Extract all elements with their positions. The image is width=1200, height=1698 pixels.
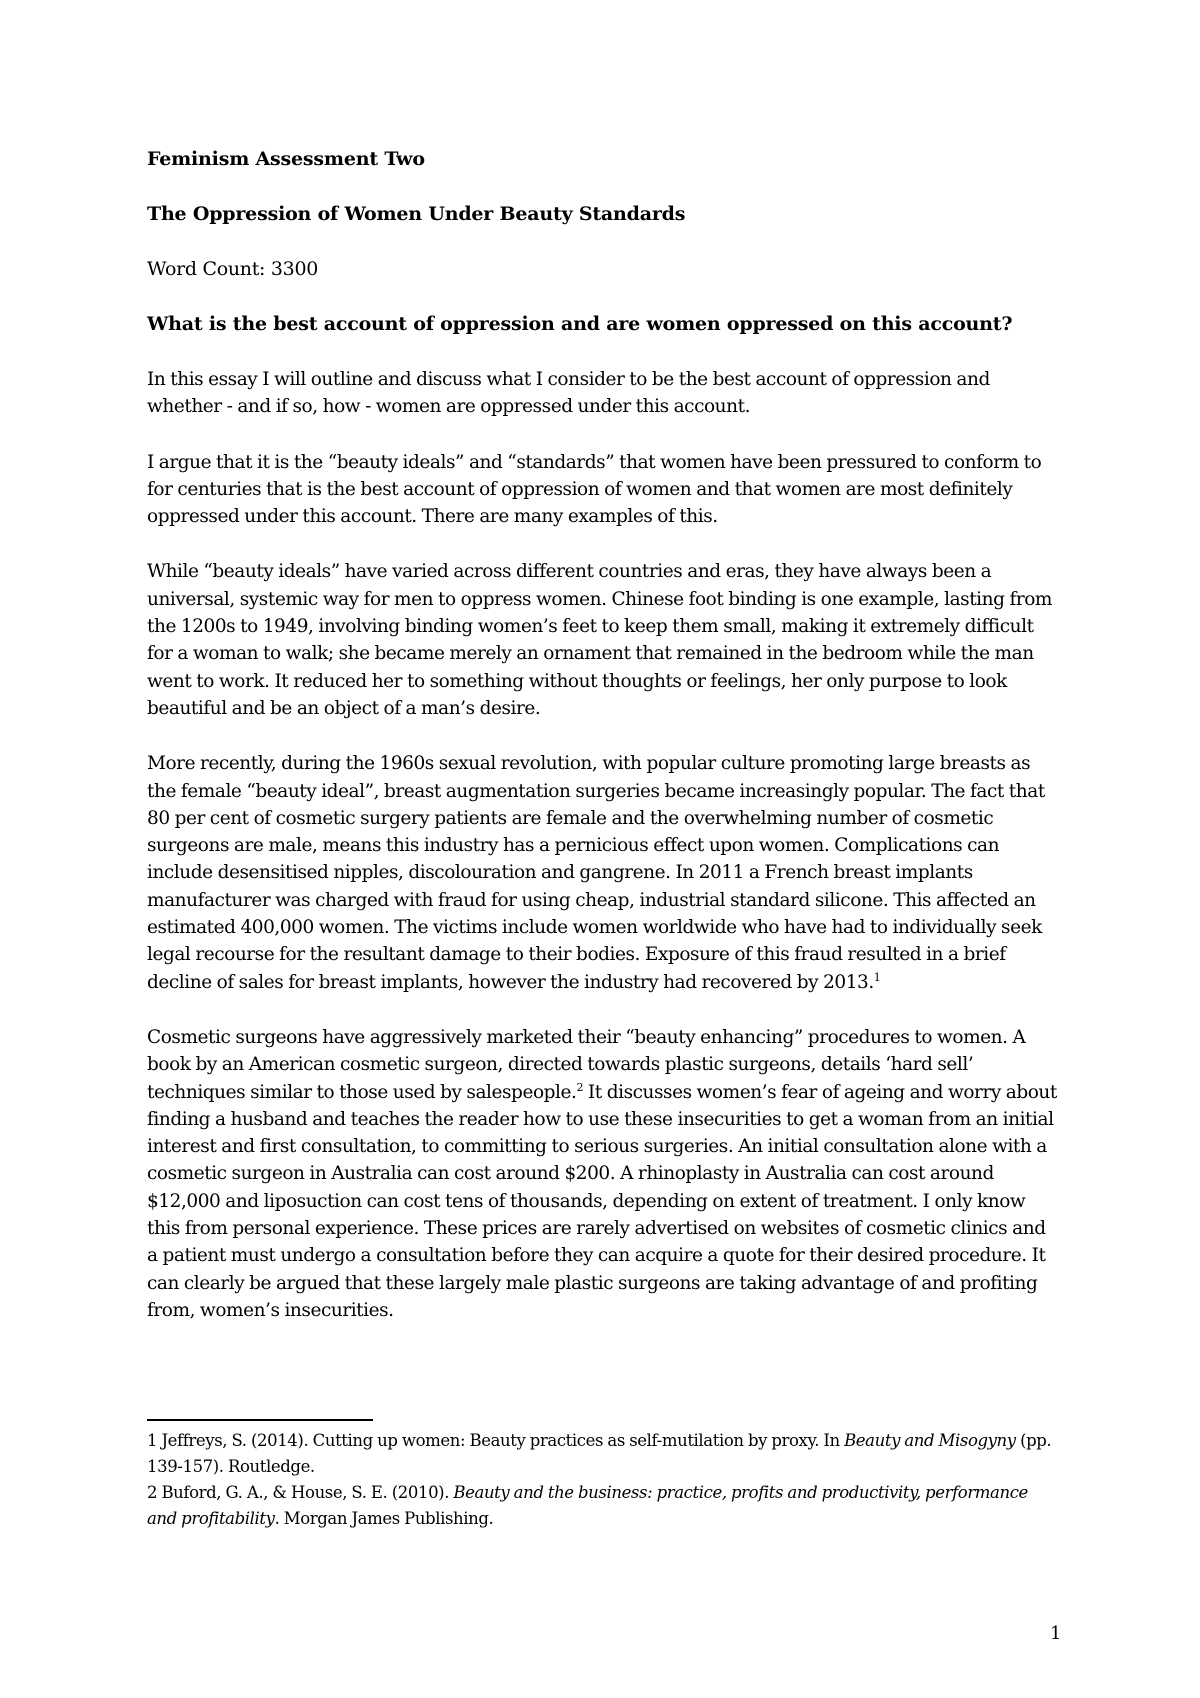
document-body	[147, 146, 1057, 1352]
footnote-ref-1[interactable]: 1	[873, 970, 881, 984]
paragraph-breast-augmentation	[147, 750, 1057, 996]
paragraph-cosmetic-marketing-text-b: It discusses women’s fear of ageing and worry about finding a husband and teaches the reader how to use these insecurities to get a woman from an initial interest and first consultation, to committing to serious surgeries. An initial consultation alone with a cosmetic surgeon in Australia can cost around $200. A rhinoplasty in Australia can cost around $12,000 and liposuction can cost tens of thousands, depending on extent of treatment. I only know this from personal experience. These prices are rarely advertised on websites of cosmetic clinics and a patient must undergo a consultation before they can acquire a quote for their desired procedure. It can clearly be argued that these largely male plastic surgeons are taking advantage of and profiting from, women’s insecurities.	[147, 1081, 1057, 1321]
footnote-1	[147, 1428, 1057, 1480]
paragraph-intro: In this essay I will outline and discuss what I consider to be the best account of oppression and whether - and if so, how - women are oppressed under this account.	[147, 369, 990, 418]
footnote-2-italic: Beauty and the business: practice, profits and productivity, performance and profitability	[147, 1483, 1028, 1528]
footnote-1-suffix: (pp. 139-157). Routledge.	[147, 1431, 1052, 1476]
paragraph-foot-binding: While “beauty ideals” have varied across different countries and eras, they have always been a universal, systemic way for men to oppress women. Chinese foot binding is one example, lasting from the 1200s to 1949, involving binding women’s feet to keep them small, making it extremely difficult for a woman to walk; she became merely an ornament that remained in the bedroom while the man went to work. It reduced her to something without thoughts or feelings, her only purpose to look beautiful and be an object of a man’s desire.	[147, 561, 1053, 719]
footnote-1-prefix: 1 Jeffreys, S. (2014). Cutting up women: Beauty practices as self-mutilation by proxy. In	[147, 1431, 845, 1450]
footnote-divider	[147, 1419, 373, 1421]
document-subtitle: The Oppression of Women Under Beauty Standards	[147, 203, 686, 225]
footnote-ref-2[interactable]: 2	[576, 1080, 583, 1094]
footnotes	[147, 1428, 1057, 1532]
word-count: Word Count: 3300	[147, 258, 319, 280]
footnote-2-prefix: 2 Buford, G. A., & House, S. E. (2010).	[147, 1483, 454, 1502]
paragraph-cosmetic-marketing-text-a: Cosmetic surgeons have aggressively marketed their “beauty enhancing” procedures to women. A book by an American cosmetic surgeon, directed towards plastic surgeons, details ‘hard sell’ techniques similar to those used by salespeople.	[147, 1026, 1026, 1103]
footnote-2	[147, 1480, 1057, 1532]
essay-question: What is the best account of oppression and are women oppressed on this account?	[147, 313, 1013, 335]
footnote-1-italic: Beauty and Misogyny	[844, 1431, 1016, 1450]
paragraph-cosmetic-marketing	[147, 1024, 1057, 1324]
paragraph-argument: I argue that it is the “beauty ideals” and “standards” that women have been pressured to conform to for centuries that is the best account of oppression of women and that women are most definitely oppressed under this account. There are many examples of this.	[147, 451, 1042, 528]
footnote-2-suffix: . Morgan James Publishing.	[274, 1509, 494, 1528]
paragraph-breast-augmentation-text: More recently, during the 1960s sexual revolution, with popular culture promoting large breasts as the female “beauty ideal”, breast augmentation surgeries became increasingly popular. The fact that 80 per cent of cosmetic surgery patients are female and the overwhelming number of cosmetic surgeons are male, means this industry has a pernicious effect upon women. Complications can include desensitised nipples, discolouration and gangrene. In 2011 a French breast implants manufacturer was charged with fraud for using cheap, industrial standard silicone. This affected an estimated 400,000 women. The victims include women worldwide who have had to individually seek legal recourse for the resultant damage to their bodies. Exposure of this fraud resulted in a brief decline of sales for breast implants, however the industry had recovered by 2013.	[147, 753, 1045, 993]
page-number: 1	[1050, 1623, 1062, 1644]
document-title: Feminism Assessment Two	[147, 148, 425, 170]
